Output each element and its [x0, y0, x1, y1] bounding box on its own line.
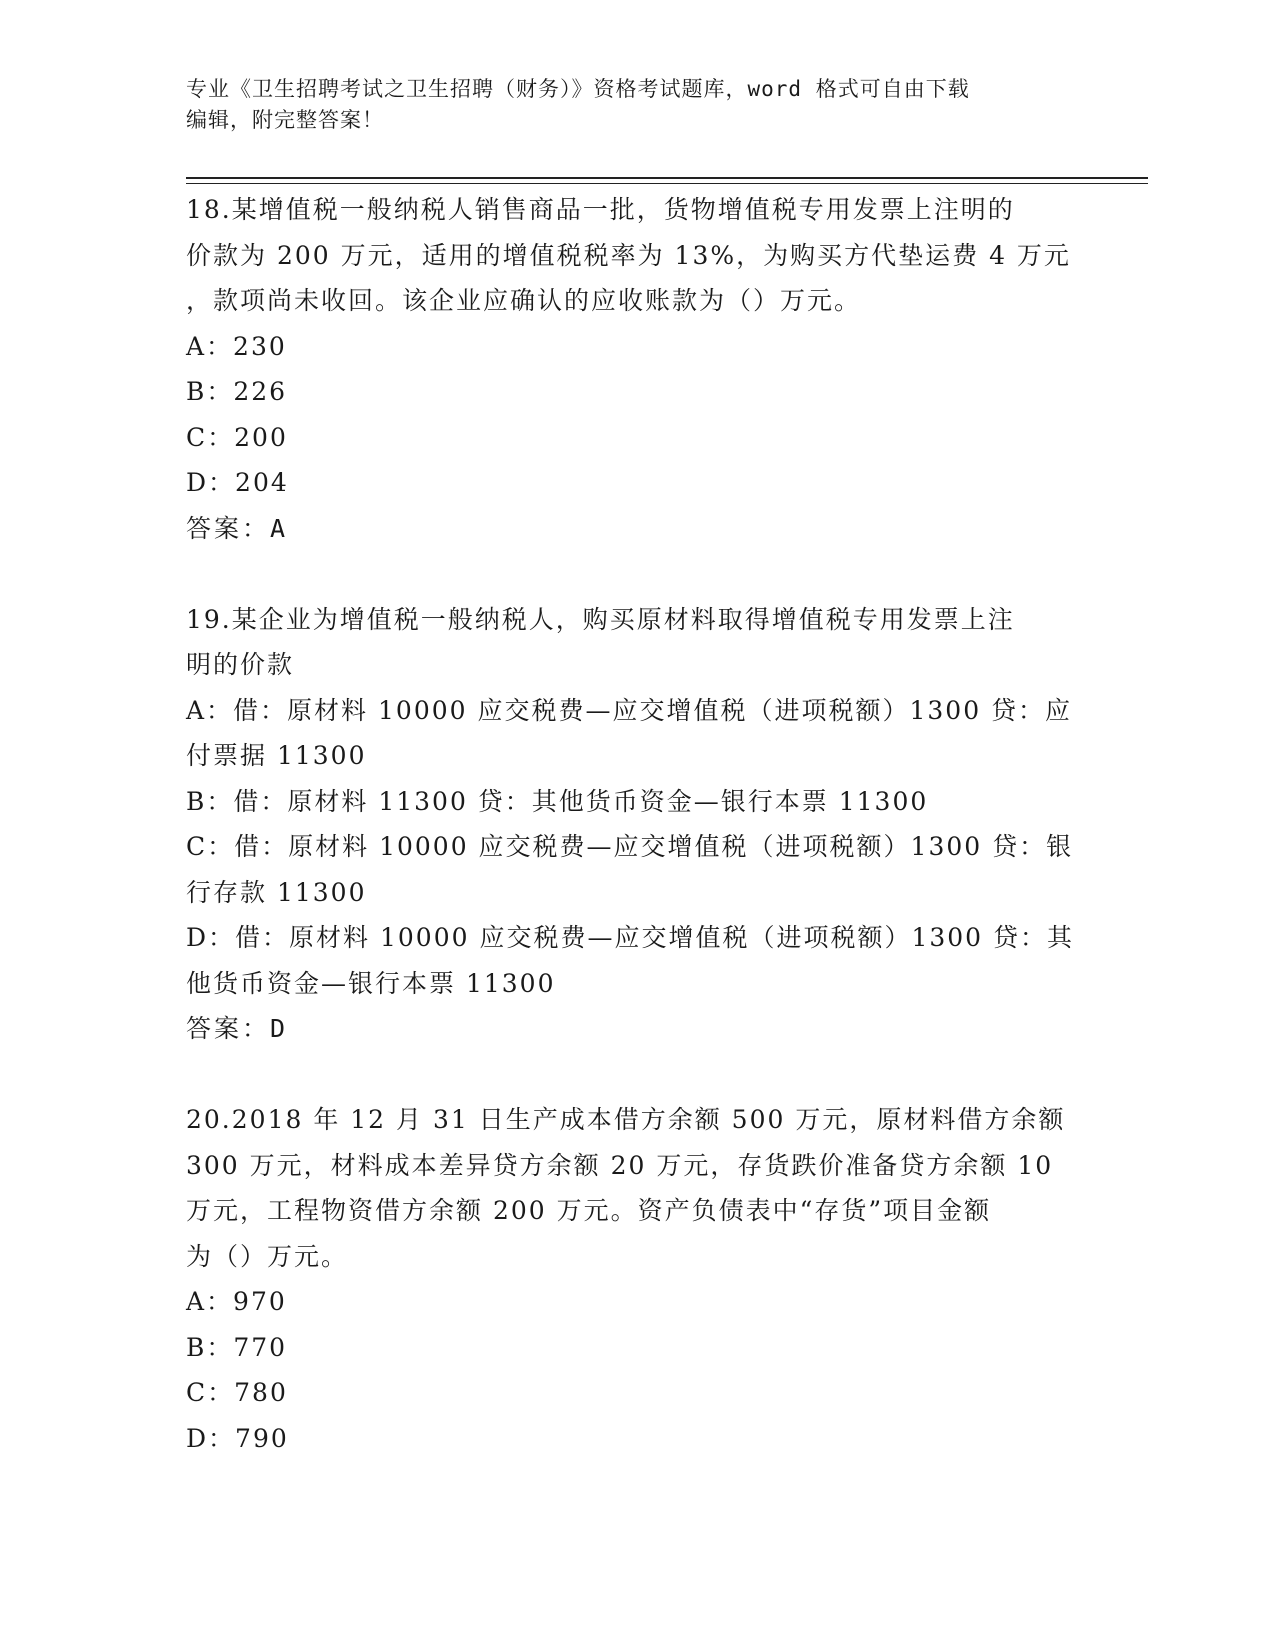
option-line: A：230 — [186, 331, 287, 361]
answer-label: 答案：D — [186, 1014, 289, 1043]
stem-line: 为（）万元。 — [186, 1241, 349, 1271]
answer-label: 答案：A — [186, 513, 289, 543]
stem-line: 18.某增值税一般纳税人销售商品一批，货物增值税专用发票上注明的 — [186, 195, 1015, 224]
stem-line: 19.某企业为增值税一般纳税人，购买原材料取得增值税专用发票上注 — [186, 604, 1015, 634]
question-stem — [186, 187, 1076, 324]
stem-line: 明的价款 — [186, 650, 295, 679]
option-d — [186, 915, 1076, 1006]
option-line: D：借：原材料 10000 应交税费—应交增值税（进项税额）1300 贷：其 — [186, 923, 1075, 952]
option-c — [186, 824, 1076, 915]
option-line: A：970 — [186, 1287, 287, 1316]
question-stem — [186, 1097, 1076, 1279]
option-a — [186, 1279, 1076, 1325]
stem-line: ，款项尚未收回。该企业应确认的应收账款为（）万元。 — [186, 286, 862, 315]
option-b — [186, 1325, 1076, 1371]
option-line: 他货币资金—银行本票 11300 — [186, 968, 556, 998]
option-line: C：借：原材料 10000 应交税费—应交增值税（进项税额）1300 贷：银 — [186, 832, 1074, 861]
question-stem — [186, 597, 1076, 688]
stem-line: 20.2018 年 12 月 31 日生产成本借方余额 500 万元，原材料借方余额 — [186, 1105, 1066, 1134]
question-19 — [186, 597, 1076, 1052]
option-d — [186, 460, 1076, 506]
header-rule-thin — [186, 183, 1148, 184]
option-line: A：借：原材料 10000 应交税费—应交增值税（进项税额）1300 贷：应 — [186, 695, 1073, 725]
option-c — [186, 1370, 1076, 1416]
option-a — [186, 688, 1076, 779]
option-line: B：770 — [186, 1332, 288, 1362]
header-rule-thick — [186, 177, 1148, 179]
option-line: C：200 — [186, 422, 288, 452]
option-b — [186, 369, 1076, 415]
header-line-1: 专业《卫生招聘考试之卫生招聘（财务）》资格考试题库，word 格式可自由下载 — [186, 77, 970, 101]
option-c — [186, 415, 1076, 461]
option-line: B：借：原材料 11300 贷：其他货币资金—银行本票 11300 — [186, 786, 929, 816]
document-header — [186, 74, 1066, 136]
option-line: 行存款 11300 — [186, 877, 367, 907]
question-20 — [186, 1097, 1076, 1461]
stem-line: 万元，工程物资借方余额 200 万元。资产负债表中“存货”项目金额 — [186, 1196, 992, 1225]
stem-line: 价款为 200 万元，适用的增值税税率为 13%，为购买方代垫运费 4 万元 — [186, 240, 1071, 270]
stem-line: 300 万元，材料成本差异贷方余额 20 万元，存货跌价准备贷方余额 10 — [186, 1150, 1054, 1180]
option-line: C：780 — [186, 1378, 288, 1407]
option-a — [186, 324, 1076, 370]
option-b — [186, 779, 1076, 825]
option-line: D：204 — [186, 468, 289, 497]
option-line: 付票据 11300 — [186, 741, 367, 770]
question-list — [186, 187, 1076, 1507]
option-d — [186, 1416, 1076, 1462]
question-18 — [186, 187, 1076, 551]
option-line: D：790 — [186, 1423, 289, 1453]
header-line-2: 编辑，附完整答案！ — [186, 108, 384, 132]
option-line: B：226 — [186, 377, 288, 406]
